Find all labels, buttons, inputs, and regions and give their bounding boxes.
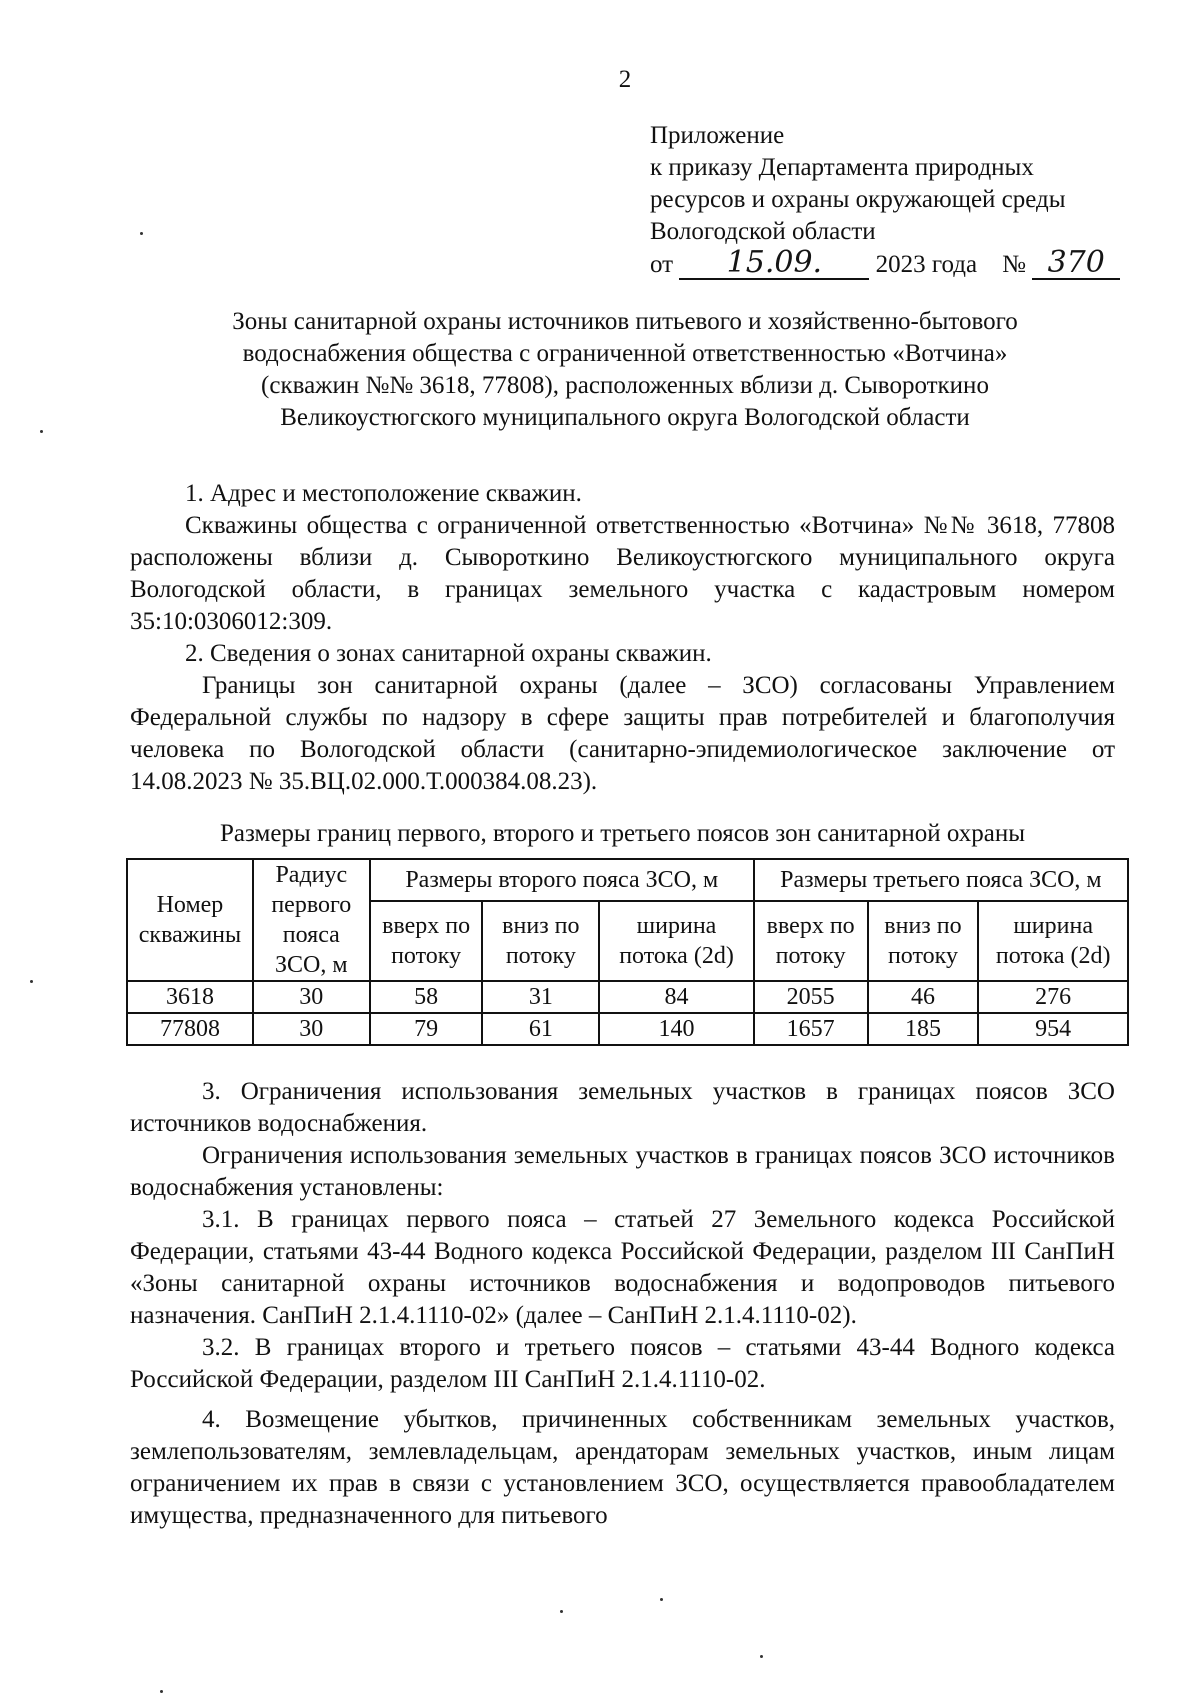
table-row — [127, 981, 1128, 1013]
title-line-3: (скважин №№ 3618, 77808), расположенных вблизи д. Сывороткино — [261, 372, 989, 399]
cell-second-up: 79 — [370, 1013, 483, 1045]
header-second-belt: Размеры второго пояса ЗСО, м — [370, 859, 754, 901]
document-title — [120, 306, 1130, 434]
appendix-line-3: ресурсов и охраны окружающей среды — [650, 186, 1066, 213]
cell-second-down: 31 — [482, 981, 599, 1013]
header-third-width: ширина потока (2d) — [978, 901, 1128, 981]
appendix-line-2: к приказу Департамента природных — [650, 154, 1034, 181]
section-3-heading: 3. Ограничения использования земельных участков в границах поясов ЗСО источников водоснабжения. — [130, 1078, 1115, 1137]
title-line-2: водоснабжения общества с ограниченной ответственностью «Вотчина» — [242, 340, 1008, 367]
title-line-4: Великоустюгского муниципального округа Вологодской области — [280, 404, 970, 431]
header-third-downstream: вниз по потоку — [868, 901, 979, 981]
zso-sizes-table — [126, 858, 1129, 1046]
section-4-text: 4. Возмещение убытков, причиненных собственникам земельных участков, землепользователям, землевладельцам, арендаторам земельных участков, иным лицам ограничением их прав в связи с установлением ЗСО, осуществляется правообладателем имущества, предназначенного для питьевого — [130, 1406, 1115, 1529]
header-second-upstream: вверх по потоку — [370, 901, 483, 981]
cell-second-width: 140 — [599, 1013, 754, 1045]
sections-3-4 — [130, 1076, 1115, 1532]
section-2-text: Границы зон санитарной охраны (далее – ЗСО) согласованы Управлением Федеральной службы по надзору в сфере защиты прав потребителей и благополучия человека по Вологодской области (санитарно-эпидемиологическое заключение от 14.08.2023 № 35.ВЦ.02.000.Т.000384.08.23). — [130, 672, 1115, 795]
number-prefix: № — [1002, 251, 1026, 278]
table-caption: Размеры границ первого, второго и третьего поясов зон санитарной охраны — [219, 820, 1026, 847]
appendix-header — [650, 120, 1170, 281]
header-third-upstream: вверх по потоку — [754, 901, 868, 981]
cell-third-width: 954 — [978, 1013, 1128, 1045]
appendix-line-4: Вологодской области — [650, 218, 876, 245]
cell-well: 77808 — [127, 1013, 253, 1045]
year-text: 2023 года — [875, 251, 978, 278]
section-3-2: 3.2. В границах второго и третьего поясов – статьями 43-44 Водного кодекса Российской Федерации, разделом III СанПиН 2.1.4.1110-02. — [130, 1334, 1115, 1393]
cell-second-up: 58 — [370, 981, 483, 1013]
section-3-intro: Ограничения использования земельных участков в границах поясов ЗСО источников водоснабжения установлены: — [130, 1142, 1115, 1201]
scan-speck — [560, 1610, 563, 1613]
scan-speck — [760, 1655, 763, 1658]
cell-third-up: 1657 — [754, 1013, 868, 1045]
cell-third-up: 2055 — [754, 981, 868, 1013]
order-date-number-line — [650, 245, 1170, 281]
sections-1-2 — [130, 478, 1115, 798]
date-prefix: от — [650, 251, 674, 278]
scan-speck — [660, 1598, 663, 1601]
handwritten-order-number: 370 — [1032, 248, 1120, 280]
page-number: 2 — [618, 66, 632, 93]
appendix-line-1: Приложение — [650, 122, 785, 149]
cell-well: 3618 — [127, 981, 253, 1013]
cell-second-width: 84 — [599, 981, 754, 1013]
cell-third-down: 185 — [868, 1013, 979, 1045]
scan-speck — [40, 430, 43, 433]
table-row — [127, 1013, 1128, 1045]
header-well-number: Номер скважины — [127, 859, 253, 981]
section-3-1: 3.1. В границах первого пояса – статьей 27 Земельного кодекса Российской Федерации, статьями 43-44 Водного кодекса Российской Федерации, разделом III СанПиН «Зоны санитарной охраны источников водоснабжения и водопроводов питьевого назначения. СанПиН 2.1.4.1110-02» (далее – СанПиН 2.1.4.1110-02). — [130, 1206, 1115, 1329]
handwritten-date: 15.09. — [679, 248, 869, 280]
scan-speck — [140, 232, 143, 235]
title-line-1: Зоны санитарной охраны источников питьевого и хозяйственно-бытового — [232, 308, 1018, 335]
section-1-heading: 1. Адрес и местоположение скважин. — [185, 480, 582, 507]
scan-speck — [160, 1690, 163, 1693]
cell-second-down: 61 — [482, 1013, 599, 1045]
header-second-downstream: вниз по потоку — [482, 901, 599, 981]
header-first-belt-radius: Радиус первого пояса ЗСО, м — [253, 859, 370, 981]
cell-third-width: 276 — [978, 981, 1128, 1013]
header-third-belt: Размеры третьего пояса ЗСО, м — [754, 859, 1128, 901]
cell-third-down: 46 — [868, 981, 979, 1013]
cell-radius: 30 — [253, 1013, 370, 1045]
cell-radius: 30 — [253, 981, 370, 1013]
header-second-width: ширина потока (2d) — [599, 901, 754, 981]
scan-speck — [30, 980, 33, 983]
section-2-heading: 2. Сведения о зонах санитарной охраны скважин. — [185, 640, 712, 667]
section-1-text: Скважины общества с ограниченной ответственностью «Вотчина» №№ 3618, 77808 расположены вблизи д. Сывороткино Великоустюгского муниципального округа Вологодской области, в границах земельного участка с кадастровым номером 35:10:0306012:309. — [130, 512, 1115, 635]
